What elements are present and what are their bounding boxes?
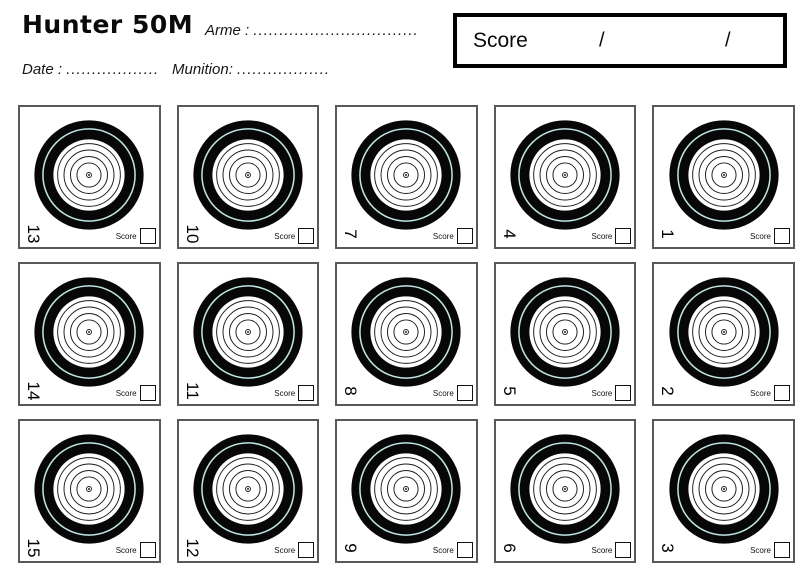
cell-score-label: Score	[432, 388, 454, 398]
cell-score-area	[591, 542, 631, 558]
munition-field	[172, 61, 330, 78]
cell-score-label: Score	[274, 388, 296, 398]
score-summary-slash-1: /	[599, 29, 605, 51]
cell-score-area	[274, 385, 314, 401]
bullseye-target-icon	[191, 275, 305, 389]
bullseye-target-icon	[32, 118, 146, 232]
cell-score-label: Score	[115, 388, 137, 398]
target-number: 7	[341, 229, 361, 239]
bullseye-target-icon	[667, 118, 781, 232]
target-cell	[177, 105, 320, 249]
cell-score-label: Score	[750, 545, 771, 555]
bullseye-target-icon	[191, 118, 305, 232]
cell-score-label: Score	[591, 545, 613, 555]
target-cell	[18, 105, 161, 249]
target-number: 5	[499, 386, 519, 396]
target-number: 3	[658, 543, 678, 553]
cell-score-box[interactable]	[774, 385, 790, 401]
cell-score-label: Score	[591, 388, 613, 398]
target-cell	[494, 105, 637, 249]
cell-score-box[interactable]	[298, 385, 314, 401]
target-cell	[177, 262, 320, 406]
cell-score-box[interactable]	[615, 542, 631, 558]
cell-score-box[interactable]	[298, 228, 314, 244]
cell-score-area	[591, 385, 631, 401]
score-summary-box[interactable]	[453, 13, 787, 68]
cell-score-area	[591, 228, 631, 244]
target-number: 14	[24, 381, 43, 401]
score-summary-label: Score	[473, 28, 528, 52]
bullseye-target-icon	[508, 432, 622, 546]
target-cell	[18, 419, 161, 563]
target-number: 11	[182, 382, 202, 400]
cell-score-box[interactable]	[457, 542, 473, 558]
cell-score-area	[274, 542, 314, 558]
date-dots-writein[interactable]: ..................	[66, 61, 160, 78]
page-title: Hunter 50M	[22, 10, 194, 39]
cell-score-box[interactable]	[615, 385, 631, 401]
cell-score-area	[116, 542, 156, 558]
target-cell	[652, 262, 795, 406]
target-number: 15	[24, 538, 43, 558]
date-label: Date :	[22, 61, 63, 78]
arme-label: Arme :	[205, 22, 250, 39]
cell-score-box[interactable]	[140, 542, 156, 558]
cell-score-label: Score	[432, 545, 454, 555]
target-number: 10	[182, 224, 202, 244]
bullseye-target-icon	[349, 118, 463, 232]
bullseye-target-icon	[32, 432, 146, 546]
target-number: 1	[658, 229, 678, 239]
cell-score-box[interactable]	[615, 228, 631, 244]
cell-score-label: Score	[274, 231, 296, 241]
cell-score-label: Score	[750, 231, 771, 241]
cell-score-label: Score	[115, 231, 137, 241]
cell-score-area	[433, 385, 473, 401]
bullseye-target-icon	[667, 432, 781, 546]
cell-score-area	[750, 385, 790, 401]
cell-score-box[interactable]	[457, 385, 473, 401]
bullseye-target-icon	[349, 432, 463, 546]
munition-dots-writein[interactable]: ..................	[237, 61, 331, 78]
target-number: 6	[499, 543, 519, 553]
arme-dots-writein[interactable]: ................................	[253, 22, 419, 39]
date-field	[22, 61, 159, 78]
cell-score-box[interactable]	[298, 542, 314, 558]
cell-score-area	[750, 228, 790, 244]
target-cell	[652, 105, 795, 249]
bullseye-target-icon	[32, 275, 146, 389]
arme-field	[205, 22, 419, 39]
bullseye-target-icon	[349, 275, 463, 389]
target-cell	[177, 419, 320, 563]
cell-score-area	[116, 228, 156, 244]
target-cell	[494, 419, 637, 563]
score-summary-slash-2: /	[725, 29, 731, 51]
cell-score-label: Score	[750, 388, 771, 398]
cell-score-box[interactable]	[140, 228, 156, 244]
target-number: 2	[658, 386, 678, 396]
target-number: 9	[341, 543, 361, 553]
cell-score-area	[116, 385, 156, 401]
cell-score-label: Score	[591, 231, 613, 241]
cell-score-box[interactable]	[774, 228, 790, 244]
target-cell	[335, 262, 478, 406]
cell-score-area	[433, 542, 473, 558]
cell-score-label: Score	[115, 545, 137, 555]
target-number: 12	[182, 538, 202, 558]
cell-score-area	[750, 542, 790, 558]
cell-score-box[interactable]	[140, 385, 156, 401]
cell-score-label: Score	[432, 231, 454, 241]
target-cell	[652, 419, 795, 563]
cell-score-box[interactable]	[774, 542, 790, 558]
target-number: 8	[341, 386, 361, 396]
bullseye-target-icon	[508, 118, 622, 232]
target-number: 4	[499, 229, 519, 239]
target-cell	[494, 262, 637, 406]
munition-label: Munition:	[172, 61, 233, 78]
cell-score-area	[433, 228, 473, 244]
targets-grid	[18, 105, 795, 563]
target-cell	[18, 262, 161, 406]
target-cell	[335, 419, 478, 563]
target-cell	[335, 105, 478, 249]
cell-score-area	[274, 228, 314, 244]
bullseye-target-icon	[667, 275, 781, 389]
cell-score-label: Score	[274, 545, 296, 555]
target-number: 13	[24, 224, 43, 244]
bullseye-target-icon	[191, 432, 305, 546]
cell-score-box[interactable]	[457, 228, 473, 244]
bullseye-target-icon	[508, 275, 622, 389]
